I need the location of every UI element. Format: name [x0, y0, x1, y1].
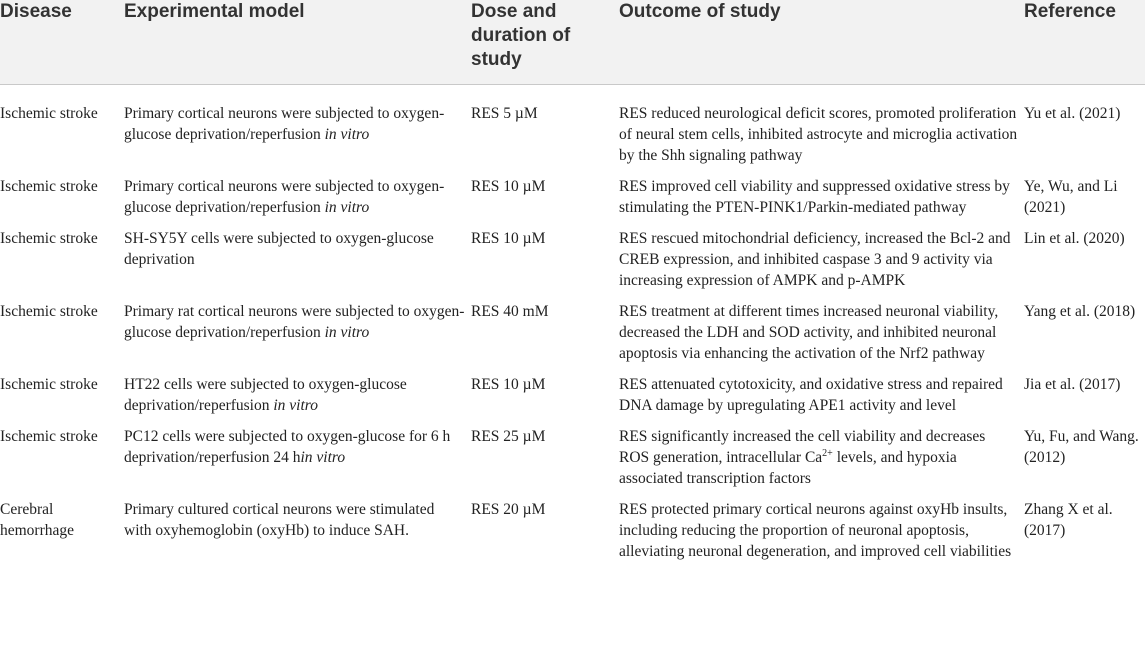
reference-cell: Yu et al. (2021): [1024, 105, 1121, 122]
outcome-cell: RES protected primary cortical neurons against oxyHb insults, including reducing the proportion of neuronal apoptosis, alleviating neuronal degeneration, and improved cell viabilities: [619, 501, 1012, 560]
outcome-cell: RES reduced neurological deficit scores, promoted proliferation of neural stem cells, inhibited astrocyte and microglia activation by the Shh signaling pathway: [619, 105, 1018, 164]
model-text: Primary cortical neurons were subjected to oxygen-glucose deprivation/reperfusion: [124, 105, 445, 143]
reference-cell: Yu, Fu, and Wang. (2012): [1024, 428, 1139, 466]
model-italic: in vitro: [300, 449, 346, 466]
header-reference: Reference: [1024, 0, 1145, 85]
dose-cell: RES 10 µM: [471, 376, 546, 393]
model-cell: SH-SY5Y cells were subjected to oxygen-glucose deprivation: [124, 230, 434, 268]
model-italic: in vitro: [324, 126, 370, 143]
reference-cell: Zhang X et al. (2017): [1024, 501, 1113, 539]
disease-cell: Ischemic stroke: [0, 178, 98, 195]
outcome-cell: RES improved cell viability and suppressed oxidative stress by stimulating the PTEN-PINK1/Parkin-mediated pathway: [619, 178, 1010, 216]
header-dose-duration: Dose and duration of study: [471, 0, 619, 85]
dose-cell: RES 10 µM: [471, 178, 546, 195]
model-text: Primary rat cortical neurons were subjected to oxygen-glucose deprivation/reperfusion: [124, 303, 465, 341]
reference-cell: Jia et al. (2017): [1024, 376, 1121, 393]
disease-cell: Ischemic stroke: [0, 105, 98, 122]
model-cell: [124, 299, 471, 372]
model-italic: in vitro: [324, 324, 370, 341]
header-experimental-model: Experimental model: [124, 0, 471, 85]
model-cell: [124, 424, 471, 497]
model-text: PC12 cells were subjected to oxygen-glucose for 6 h deprivation/reperfusion 24 h: [124, 428, 451, 466]
outcome-text: levels, and hypoxia associated transcription factors: [619, 449, 957, 487]
model-cell: [124, 85, 471, 175]
header-disease: Disease: [0, 0, 124, 85]
outcome-cell: RES rescued mitochondrial deficiency, increased the Bcl-2 and CREB expression, and inhibited caspase 3 and 9 activity via increasing expression of AMPK and p-AMPK: [619, 230, 1011, 289]
table-row: [0, 424, 1145, 497]
disease-cell: Ischemic stroke: [0, 376, 98, 393]
table-row: [0, 299, 1145, 372]
reference-cell: Lin et al. (2020): [1024, 230, 1125, 247]
table-row: [0, 85, 1145, 175]
model-italic: in vitro: [273, 397, 318, 414]
table-row: [0, 372, 1145, 424]
dose-cell: RES 25 µM: [471, 428, 546, 445]
model-cell: [124, 174, 471, 226]
disease-cell: Cerebral hemorrhage: [0, 501, 75, 539]
table-row: [0, 226, 1145, 299]
model-italic: in vitro: [324, 199, 370, 216]
dose-cell: RES 20 µM: [471, 501, 546, 518]
outcome-cell: [619, 424, 1024, 497]
dose-cell: RES 40 mM: [471, 303, 549, 320]
reference-cell: Ye, Wu, and Li (2021): [1024, 178, 1118, 216]
disease-cell: Ischemic stroke: [0, 230, 98, 247]
disease-cell: Ischemic stroke: [0, 428, 98, 445]
table-row: [0, 174, 1145, 226]
dose-cell: RES 10 µM: [471, 230, 546, 247]
model-cell: [124, 372, 471, 424]
outcome-text: RES significantly increased the cell viability and decreases ROS generation, intracellular Ca: [619, 428, 986, 466]
model-text: HT22 cells were subjected to oxygen-glucose deprivation/reperfusion: [124, 376, 407, 414]
outcome-cell: RES treatment at different times increased neuronal viability, decreased the LDH and SOD activity, and inhibited neuronal apoptosis via enhancing the activation of the Nrf2 pathway: [619, 303, 999, 362]
model-text: Primary cortical neurons were subjected to oxygen-glucose deprivation/reperfusion: [124, 178, 445, 216]
model-cell: Primary cultured cortical neurons were stimulated with oxyhemoglobin (oxyHb) to induce SAH.: [124, 501, 435, 539]
header-outcome: Outcome of study: [619, 0, 1024, 85]
disease-cell: Ischemic stroke: [0, 303, 98, 320]
table-row: [0, 497, 1145, 570]
dose-cell: RES 5 µM: [471, 105, 538, 122]
calcium-charge-superscript: 2+: [822, 447, 833, 459]
reference-cell: Yang et al. (2018): [1024, 303, 1136, 320]
outcome-cell: RES attenuated cytotoxicity, and oxidative stress and repaired DNA damage by upregulating APE1 activity and level: [619, 376, 1003, 414]
header-row: [0, 0, 1145, 85]
